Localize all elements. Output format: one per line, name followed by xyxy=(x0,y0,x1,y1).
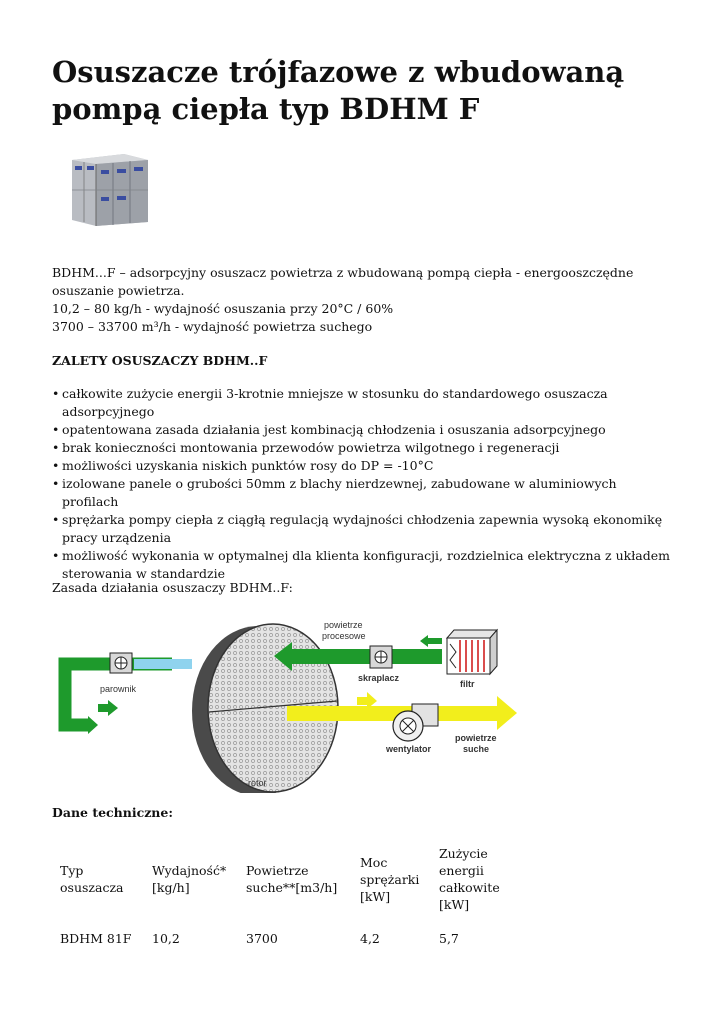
header-line: Powietrze xyxy=(246,863,309,878)
header-line: [kg/h] xyxy=(152,880,190,895)
list-item: • całkowite zużycie energii 3-krotnie mniejsze w stosunku do standardowego osuszacza adsorpcyjnego xyxy=(52,385,672,421)
rotor-label: rotor xyxy=(248,778,267,788)
header-line: [kW] xyxy=(439,897,470,912)
table-row xyxy=(52,916,517,953)
list-item: • możliwość wykonania w optymalnej dla klienta konfiguracji, rozdzielnica elektryczna z układem sterowania w standardzie xyxy=(52,547,672,583)
header-line: całkowite xyxy=(439,880,500,895)
intro-text xyxy=(52,264,672,336)
header-line: [kW] xyxy=(360,888,391,904)
blue-air-strip xyxy=(134,659,192,669)
header-line: Moc xyxy=(360,854,388,870)
list-item: • sprężarka pompy ciepła z ciągłą regulacją wydajności chłodzenia zapewnia wysoką ekonomikę pracy urządzenia xyxy=(52,511,672,547)
list-item: • opatentowana zasada działania jest kombinacją chłodzenia i osuszania adsorpcyjnego xyxy=(52,421,672,439)
table-cell: 3700 xyxy=(246,931,278,946)
dry-air-label-1: powietrze xyxy=(455,733,497,743)
fan-label: wentylator xyxy=(386,744,432,754)
green-small-arrow xyxy=(98,700,118,716)
header-type xyxy=(52,842,144,916)
process-air-label-2: procesowe xyxy=(322,631,366,641)
evaporator-label: parownik xyxy=(100,684,137,694)
dry-air-label-2: suche xyxy=(463,744,490,754)
condenser-unit xyxy=(370,646,392,668)
filter-label: filtr xyxy=(460,679,475,689)
table-cell: 5,7 xyxy=(439,931,459,946)
intro-description: BDHM...F – adsorpcyjny osuszacz powietrza z wbudowaną pompą ciepła - energooszczędne osuszanie powietrza. xyxy=(52,265,634,298)
intro-airflow: 3700 – 33700 m³/h - wydajność powietrza suchego xyxy=(52,319,373,334)
green-loop-arrowhead xyxy=(88,716,98,734)
tech-data-heading: Dane techniczne: xyxy=(52,805,173,820)
list-item: • brak konieczności montowania przewodów powietrza wilgotnego i regeneracji xyxy=(52,439,672,457)
evaporator-unit xyxy=(110,653,132,673)
header-line: energii xyxy=(439,863,484,878)
header-capacity xyxy=(144,842,238,916)
filter-unit xyxy=(447,630,497,674)
header-line: osuszacza xyxy=(60,880,124,895)
header-line: sprężarki xyxy=(360,871,420,887)
principle-label: Zasada działania osuszaczy BDHM..F: xyxy=(52,580,293,595)
header-line: Wydajność* xyxy=(152,863,227,878)
header-line: Typ xyxy=(60,863,84,878)
list-item: • możliwości uzyskania niskich punktów rosy do DP = -10°C xyxy=(52,457,672,475)
table-cell: 10,2 xyxy=(152,931,180,946)
table-header-row xyxy=(52,842,517,916)
table-cell: 4,2 xyxy=(360,931,380,946)
header-dry-air xyxy=(238,842,352,916)
process-air-label-1: powietrze xyxy=(324,620,363,630)
advantages-list xyxy=(52,385,672,583)
header-line: Zużycie xyxy=(439,846,488,861)
intro-capacity: 10,2 – 80 kg/h - wydajność osuszania przy 20°C / 60% xyxy=(52,301,394,316)
tech-data-table xyxy=(52,842,517,953)
condenser-label: skraplacz xyxy=(358,673,400,683)
list-item: • izolowane panele o grubości 50mm z blachy nierdzewnej, zabudowane w aluminiowych profilach xyxy=(52,475,672,511)
dehumidifier-unit-photo xyxy=(68,150,150,228)
operating-principle-diagram xyxy=(52,608,522,793)
advantages-heading: ZALETY OSUSZACZY BDHM..F xyxy=(52,353,268,368)
header-total-energy xyxy=(431,842,517,916)
page-title: Osuszacze trójfazowe z wbudowaną pompą ciepła typ BDHM F xyxy=(52,55,625,126)
header-line: suche**[m3/h] xyxy=(246,880,338,895)
header-compressor-power xyxy=(352,842,431,916)
table-cell: BDHM 81F xyxy=(60,931,132,946)
